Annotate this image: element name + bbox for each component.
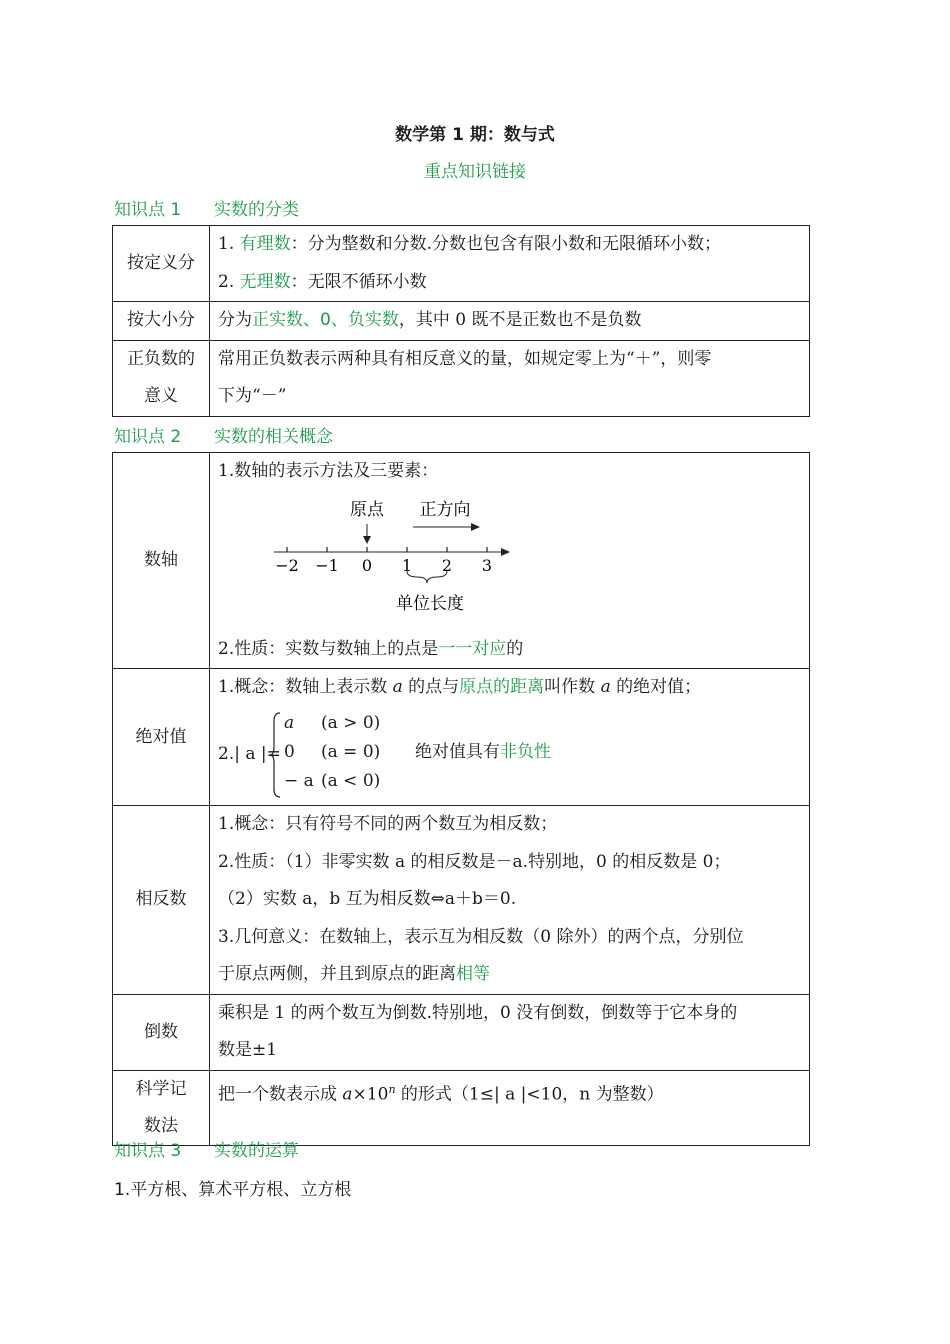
text: 乘积是 1 的两个数互为倒数.特别地，0 没有倒数，倒数等于它本身的 (218, 1002, 738, 1023)
text: （2）实数 a，b 互为相反数⇔a＋b＝0. (218, 889, 517, 909)
case-value: a (284, 712, 295, 733)
row-label-sign (113, 340, 210, 416)
table-row (113, 340, 810, 416)
label-line: 科学记 (135, 1078, 187, 1099)
row-content-definition (210, 226, 810, 302)
kp3-number: 知识点 3 (114, 1141, 182, 1161)
text: 1.概念：数轴上表示数 (218, 677, 393, 697)
text: 下为“－” (218, 386, 287, 406)
direction-label: 正方向 (419, 499, 471, 520)
row-content-opposite (210, 806, 810, 995)
term-nonnegative: 非负性 (500, 741, 551, 762)
list-number: 1. (218, 234, 240, 254)
text: 于原点两侧，并且到原点的距离 (218, 964, 456, 984)
text: 的点与 (402, 677, 460, 697)
text: 分为 (218, 310, 252, 330)
kp1-table (112, 225, 810, 417)
case-condition: (a = 0) (321, 741, 381, 762)
axis-tick-label: 2 (441, 555, 453, 575)
kp2-title: 实数的相关概念 (214, 427, 333, 447)
case-condition: (a < 0) (321, 770, 381, 791)
row-content-size (210, 302, 810, 341)
axis-ticks (275, 547, 492, 575)
term-irrational: 无理数 (239, 271, 291, 292)
kp2-number: 知识点 2 (114, 427, 182, 447)
table-row (113, 453, 810, 669)
list-number: 2. (218, 271, 240, 292)
origin-label: 原点 (350, 499, 384, 520)
row-content-sign (210, 340, 810, 416)
kp2-table (112, 452, 810, 1146)
text: 1.数轴的表示方法及三要素： (218, 461, 439, 481)
table-row (113, 226, 810, 302)
label-line: 数法 (144, 1115, 178, 1136)
table-row (113, 1070, 810, 1145)
var: a (392, 677, 403, 697)
table-row (113, 302, 810, 341)
var: a (342, 1084, 353, 1105)
text: 1.概念：只有符号不同的两个数互为相反数； (218, 814, 558, 834)
term-classes: 正实数、0、负实数 (252, 310, 399, 330)
unit-label: 单位长度 (396, 593, 464, 614)
kp1-title: 实数的分类 (214, 200, 299, 220)
abs-prefix: 2.| a |= (218, 743, 281, 764)
label-line: 意义 (144, 386, 178, 406)
text: 3.几何意义：在数轴上，表示互为相反数（0 除外）的两个点，分别位 (218, 926, 744, 947)
table-row (113, 806, 810, 995)
case-value: 0 (284, 741, 295, 762)
text: 的绝对值； (610, 677, 702, 697)
text: 常用正负数表示两种具有相反意义的量，如规定零上为“＋”，则零 (218, 348, 712, 369)
axis-tick-label: 0 (361, 555, 373, 575)
row-content-scientific (210, 1070, 810, 1145)
table-row (113, 669, 810, 806)
abs-note (415, 736, 551, 768)
axis-tick-label: 3 (481, 555, 493, 575)
kp3-heading (114, 1136, 299, 1161)
text: ：无限不循环小数 (290, 271, 427, 292)
term-equal: 相等 (456, 964, 490, 984)
row-label-number-line: 数轴 (113, 453, 210, 669)
direction-arrowhead (471, 523, 480, 531)
case-condition: (a > 0) (321, 712, 381, 733)
text: 2.性质：（1）非零实数 a 的相反数是－a.特别地，0 的相反数是 0； (218, 851, 731, 872)
case-value: − a (284, 770, 314, 791)
table-row (113, 994, 810, 1070)
axis-tick-label: −1 (315, 555, 339, 575)
kp3-title: 实数的运算 (214, 1141, 299, 1161)
brace (270, 711, 282, 799)
row-label-reciprocal: 倒数 (113, 994, 210, 1070)
var: a (600, 677, 611, 697)
number-line-svg (268, 491, 588, 631)
term-distance: 原点的距离 (459, 677, 545, 697)
label-line: 正负数的 (127, 349, 195, 369)
text: 绝对值具有 (415, 741, 500, 762)
text: 数是±1 (218, 1040, 278, 1060)
kp2-heading (114, 422, 333, 447)
row-label-definition: 按定义分 (113, 226, 210, 302)
row-label-opposite: 相反数 (113, 806, 210, 995)
axis-tick-label: −2 (275, 555, 299, 575)
piecewise-definition (218, 707, 801, 803)
row-content-absolute-value (210, 669, 810, 806)
exponent: n (388, 1082, 396, 1096)
kp1-number: 知识点 1 (114, 200, 182, 220)
section-subheading: 1.平方根、算术平方根、立方根 (114, 1180, 352, 1200)
row-label-absolute-value: 绝对值 (113, 669, 210, 806)
text: ×10 (352, 1084, 389, 1105)
text: ，其中 0 既不是正数也不是负数 (398, 310, 642, 330)
text: 2.性质：实数与数轴上的点是 (218, 638, 439, 659)
text: 的形式（1≤| a |<10，n 为整数） (395, 1084, 664, 1105)
text: 的 (506, 638, 524, 659)
axis-tick-label: 1 (401, 555, 413, 575)
row-content-number-line (210, 453, 810, 669)
page-title: 数学第 1 期：数与式 (395, 125, 555, 145)
row-content-reciprocal (210, 994, 810, 1070)
kp1-heading (114, 195, 299, 220)
text: ：分为整数和分数.分数也包含有限小数和无限循环小数； (290, 234, 722, 254)
number-line-diagram (218, 491, 801, 631)
axis-arrowhead (501, 548, 510, 556)
row-label-scientific (113, 1070, 210, 1145)
text: 把一个数表示成 (218, 1084, 343, 1105)
text: 叫作数 (544, 677, 601, 697)
term-one-to-one: 一一对应 (438, 638, 507, 659)
term-rational: 有理数 (239, 234, 291, 254)
page-subtitle: 重点知识链接 (424, 162, 526, 182)
row-label-size: 按大小分 (113, 302, 210, 341)
origin-arrowhead (363, 536, 371, 544)
